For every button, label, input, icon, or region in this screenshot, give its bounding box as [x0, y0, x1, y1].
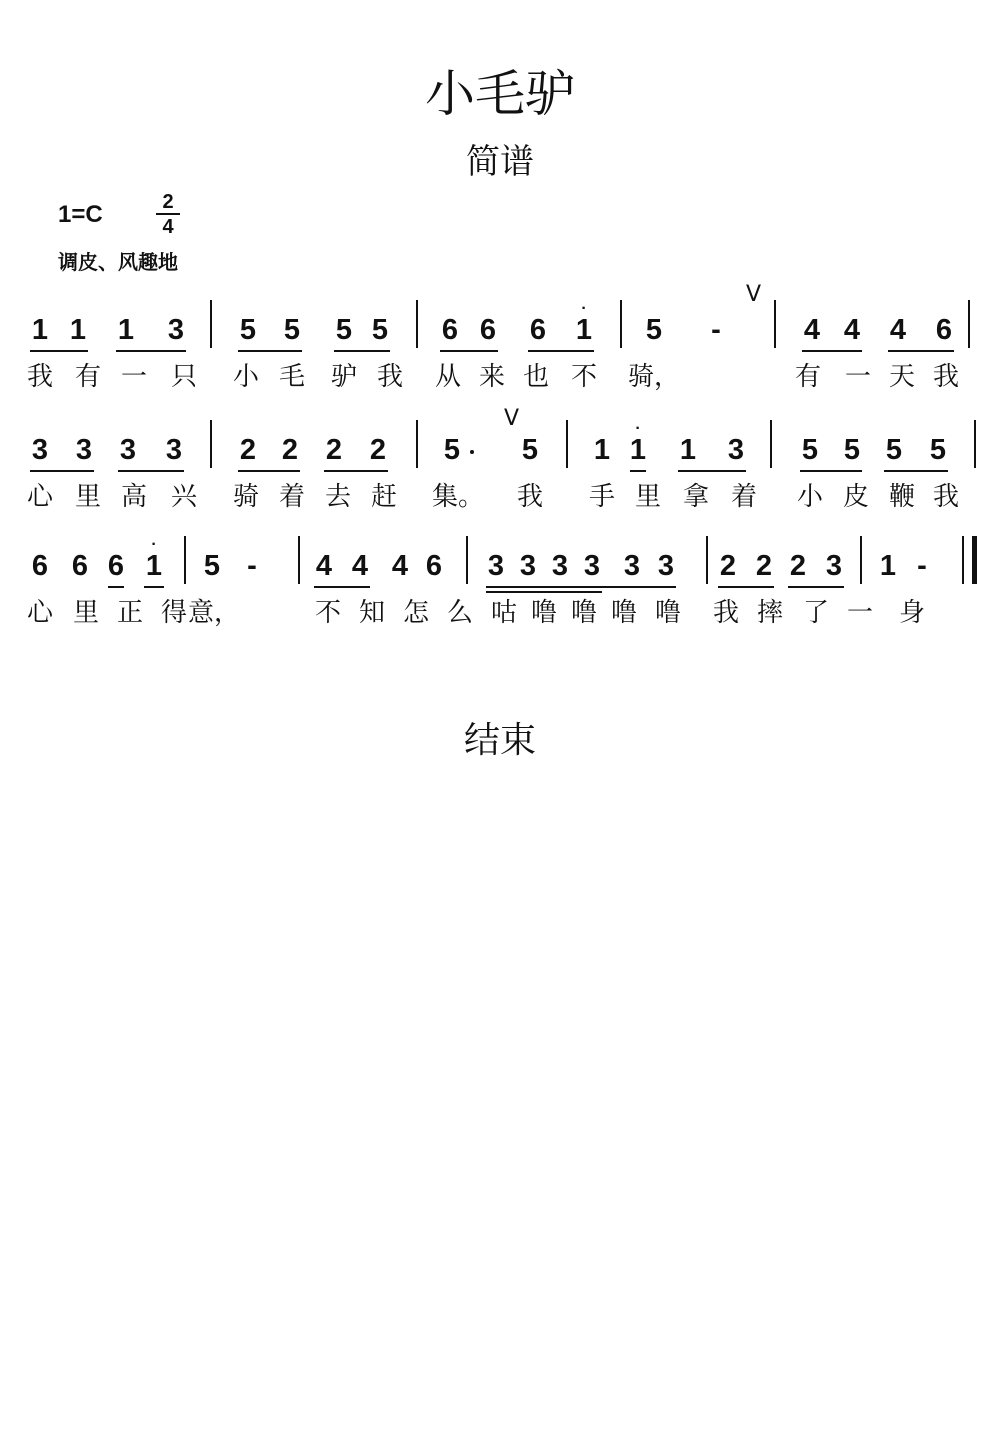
beam-underline	[314, 586, 370, 588]
lyric-syllable: 小	[796, 482, 824, 512]
bar-line	[974, 420, 976, 468]
note	[444, 434, 460, 466]
note	[790, 550, 806, 582]
beam-underline	[888, 350, 954, 352]
lyric-syllable: 正	[116, 598, 144, 628]
high-octave-dot: ·	[581, 300, 587, 317]
lyric-syllable: 噜	[530, 598, 558, 628]
note	[844, 434, 860, 466]
note	[204, 550, 220, 582]
lyric-syllable: 里	[74, 482, 102, 512]
note-digit: 3	[583, 550, 601, 582]
lyric-syllable: 我	[932, 362, 960, 392]
note	[442, 314, 458, 346]
lyric-syllable: 驴	[330, 362, 358, 392]
note	[32, 550, 48, 582]
bar-line	[210, 300, 212, 348]
note	[488, 550, 504, 582]
note-digit: 1	[629, 434, 647, 466]
lyric-syllable: 兴	[170, 482, 198, 512]
note	[629, 420, 647, 466]
breath-mark: V	[504, 406, 520, 431]
note-digit: 4	[391, 550, 409, 582]
lyric-syllable: 来	[478, 362, 506, 392]
beam-underline	[324, 470, 388, 472]
beam-underline	[144, 586, 164, 588]
bar-line	[566, 420, 568, 468]
note	[728, 434, 744, 466]
bar-line	[968, 300, 970, 348]
lyric-syllable: 里	[72, 598, 100, 628]
bar-line	[860, 536, 862, 584]
note	[624, 550, 640, 582]
beam-underline	[30, 470, 94, 472]
note	[575, 300, 593, 346]
note-digit: 5	[645, 314, 663, 346]
note	[917, 550, 927, 582]
note	[118, 314, 134, 346]
lyric-syllable: 有	[794, 362, 822, 392]
ending-label: 结束	[463, 720, 536, 761]
note	[802, 434, 818, 466]
beam-underline	[118, 470, 184, 472]
note-digit: 6	[479, 314, 497, 346]
beam-underline	[800, 470, 862, 472]
note-digit: 2	[719, 550, 737, 582]
note-digit: 2	[369, 434, 387, 466]
note-digit: 6	[425, 550, 443, 582]
note-digit: 6	[71, 550, 89, 582]
note	[168, 314, 184, 346]
note	[594, 434, 610, 466]
lyric-syllable: 不	[314, 598, 342, 628]
note	[32, 434, 48, 466]
note	[890, 314, 906, 346]
note-digit: 3	[75, 434, 93, 466]
note	[552, 550, 568, 582]
lyric-syllable: 里	[634, 482, 662, 512]
note-digit: 4	[889, 314, 907, 346]
time-signature	[156, 192, 180, 237]
key-signature: 1=C	[58, 201, 103, 228]
note	[352, 550, 368, 582]
note	[326, 434, 342, 466]
high-octave-dot: ·	[151, 536, 157, 553]
time-signature-bottom: 4	[162, 216, 174, 238]
note-digit: 6	[31, 550, 49, 582]
note-digit: 2	[281, 434, 299, 466]
note	[826, 550, 842, 582]
lyric-syllable: 心	[26, 598, 54, 628]
lyric-syllable: 一	[120, 362, 148, 392]
note-digit: 4	[803, 314, 821, 346]
note-digit: 6	[107, 550, 125, 582]
note-digit: 2	[239, 434, 257, 466]
lyric-syllable: 也	[522, 362, 550, 392]
note-digit: 6	[935, 314, 953, 346]
note-digit: 5	[203, 550, 221, 582]
note-digit: 5	[443, 434, 461, 466]
note	[530, 314, 546, 346]
note	[930, 434, 946, 466]
note	[658, 550, 674, 582]
note	[145, 536, 163, 582]
final-bar-thin	[962, 536, 964, 584]
note	[936, 314, 952, 346]
note	[70, 314, 86, 346]
note-digit: 1	[31, 314, 49, 346]
lyric-syllable: 骑	[232, 482, 260, 512]
note	[32, 314, 48, 346]
note	[282, 434, 298, 466]
high-octave-dot: ·	[635, 420, 641, 437]
note-digit: 3	[487, 550, 505, 582]
lyric-syllable: 小	[232, 362, 260, 392]
breath-mark: V	[746, 282, 762, 307]
lyric-syllable: 鞭	[888, 482, 916, 512]
beam-underline	[440, 350, 498, 352]
note-digit: 3	[623, 550, 641, 582]
note	[372, 314, 388, 346]
note	[120, 434, 136, 466]
beam-underline	[788, 586, 844, 588]
note-digit: 5	[371, 314, 389, 346]
note	[108, 550, 124, 582]
lyric-syllable: 天	[888, 362, 916, 392]
time-signature-top: 2	[162, 191, 174, 213]
note-digit: 1	[679, 434, 697, 466]
lyric-syllable: 骑，	[627, 362, 681, 392]
note-digit: 1	[69, 314, 87, 346]
lyric-syllable: 我	[26, 362, 54, 392]
lyric-syllable: 怎	[402, 598, 430, 628]
note	[804, 314, 820, 346]
lyric-syllable: 心	[26, 482, 54, 512]
lyric-syllable: 摔	[756, 598, 784, 628]
lyric-syllable: 一	[846, 598, 874, 628]
note	[886, 434, 902, 466]
beam-underline	[116, 350, 186, 352]
note-digit: 2	[755, 550, 773, 582]
lyric-syllable: 噜	[654, 598, 682, 628]
note	[336, 314, 352, 346]
note	[720, 550, 736, 582]
bar-line	[210, 420, 212, 468]
notation-type-label: 简谱	[466, 142, 534, 182]
beam-underline	[238, 470, 300, 472]
beam-underline	[108, 586, 124, 588]
lyric-syllable: 皮	[842, 482, 870, 512]
beam-underline	[718, 586, 774, 588]
lyric-syllable: 一	[844, 362, 872, 392]
note	[392, 550, 408, 582]
note	[646, 314, 662, 346]
staff-row-1	[26, 282, 986, 392]
note-digit: 3	[825, 550, 843, 582]
note-digit: 5	[843, 434, 861, 466]
note	[316, 550, 332, 582]
lyric-syllable: 赶	[370, 482, 398, 512]
beam-underline	[622, 586, 676, 588]
note-digit: 5	[521, 434, 539, 466]
note-digit: 3	[519, 550, 537, 582]
beam-underline	[630, 470, 646, 472]
lyric-syllable: 只	[170, 362, 198, 392]
song-title: 小毛驴	[425, 65, 575, 123]
bar-line	[466, 536, 468, 584]
note-digit: 3	[165, 434, 183, 466]
beam-underline-double	[486, 591, 602, 593]
lyric-syllable: 知	[358, 598, 386, 628]
lyric-syllable: 有	[74, 362, 102, 392]
beam-underline	[486, 586, 602, 588]
note-digit: 1	[575, 314, 593, 346]
note-digit: 4	[843, 314, 861, 346]
bar-line	[298, 536, 300, 584]
lyric-syllable: 意，	[187, 598, 241, 628]
staff-row-3	[26, 536, 986, 628]
beam-underline	[528, 350, 594, 352]
note	[522, 434, 538, 466]
note-digit: -	[711, 314, 721, 346]
note-digit: 1	[879, 550, 897, 582]
note-digit: 1	[117, 314, 135, 346]
note	[76, 434, 92, 466]
note	[240, 434, 256, 466]
note-digit: 5	[885, 434, 903, 466]
lyric-syllable: 去	[324, 482, 352, 512]
note-digit: 3	[31, 434, 49, 466]
lyric-syllable: 拿	[682, 482, 710, 512]
staff-row-2	[26, 406, 986, 512]
lyric-syllable: 么	[446, 598, 474, 628]
note	[520, 550, 536, 582]
note-digit: 1	[145, 550, 163, 582]
beam-underline	[802, 350, 862, 352]
note	[844, 314, 860, 346]
bar-line	[706, 536, 708, 584]
lyric-syllable: 毛	[278, 362, 306, 392]
note-digit: -	[917, 550, 927, 582]
lyric-syllable: 我	[516, 482, 544, 512]
lyric-syllable: 着	[278, 482, 306, 512]
beam-underline	[238, 350, 302, 352]
lyric-syllable: 我	[932, 482, 960, 512]
note-digit: 2	[789, 550, 807, 582]
lyric-syllable: 手	[588, 482, 616, 512]
bar-line	[620, 300, 622, 348]
lyric-syllable: 不	[570, 362, 598, 392]
note-digit: 5	[283, 314, 301, 346]
note-digit: 4	[351, 550, 369, 582]
lyric-syllable: 我	[376, 362, 404, 392]
note	[480, 314, 496, 346]
note-digit: 6	[441, 314, 459, 346]
lyric-syllable: 噜	[570, 598, 598, 628]
note	[880, 550, 896, 582]
bar-line	[770, 420, 772, 468]
tempo-marking: 调皮、风趣地	[58, 250, 178, 274]
note	[370, 434, 386, 466]
bar-line	[184, 536, 186, 584]
note-digit: 3	[551, 550, 569, 582]
note	[680, 434, 696, 466]
lyric-syllable: 得	[160, 598, 188, 628]
note-digit: 1	[593, 434, 611, 466]
note-digit: 5	[239, 314, 257, 346]
lyric-syllable: 我	[712, 598, 740, 628]
note-digit: 4	[315, 550, 333, 582]
note	[247, 550, 257, 582]
lyric-syllable: 身	[898, 598, 926, 628]
augmentation-dot	[470, 450, 474, 454]
note	[72, 550, 88, 582]
lyric-syllable: 从	[434, 362, 462, 392]
time-signature-line	[156, 213, 180, 215]
lyric-syllable: 了	[802, 598, 830, 628]
lyric-syllable: 噜	[610, 598, 638, 628]
lyric-syllable: 咕	[490, 598, 518, 628]
note	[584, 550, 600, 582]
lyric-syllable: 高	[120, 482, 148, 512]
note-digit: 5	[929, 434, 947, 466]
note-digit: 6	[529, 314, 547, 346]
bar-line	[416, 420, 418, 468]
note-digit: 2	[325, 434, 343, 466]
note-digit: 3	[657, 550, 675, 582]
note	[426, 550, 442, 582]
beam-underline	[884, 470, 948, 472]
note	[240, 314, 256, 346]
note-digit: 3	[727, 434, 745, 466]
note-digit: 3	[119, 434, 137, 466]
lyric-syllable: 集。	[431, 482, 485, 512]
note	[756, 550, 772, 582]
bar-line	[774, 300, 776, 348]
beam-underline	[30, 350, 88, 352]
note-digit: -	[247, 550, 257, 582]
bar-line	[416, 300, 418, 348]
note	[166, 434, 182, 466]
note-digit: 3	[167, 314, 185, 346]
beam-underline	[334, 350, 390, 352]
beam-underline	[678, 470, 746, 472]
note-digit: 5	[801, 434, 819, 466]
final-bar-thick	[972, 536, 977, 584]
note-digit: 5	[335, 314, 353, 346]
lyric-syllable: 着	[730, 482, 758, 512]
note	[711, 314, 721, 346]
note	[284, 314, 300, 346]
